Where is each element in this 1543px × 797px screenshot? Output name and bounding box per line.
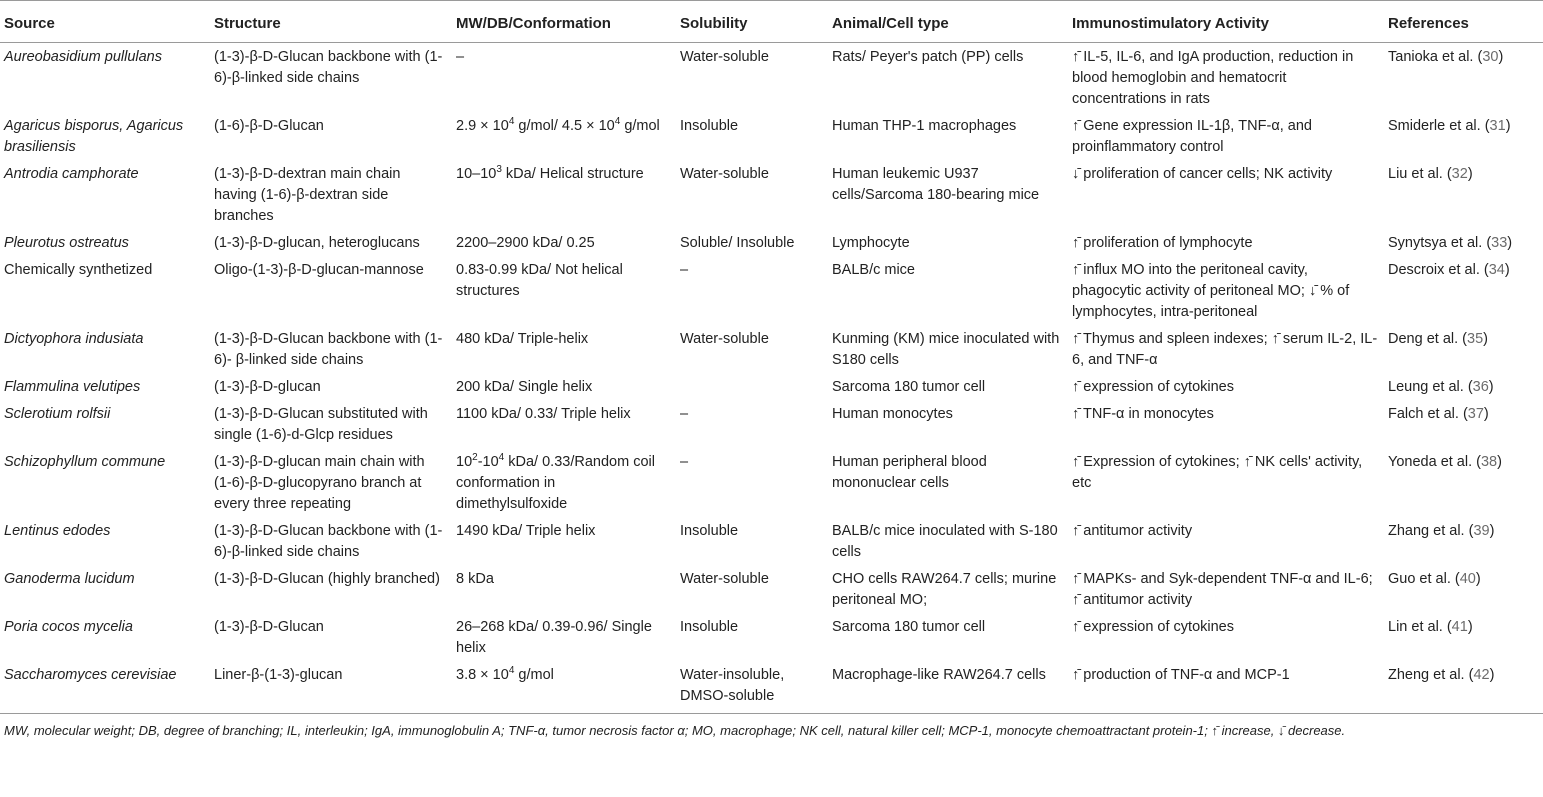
reference-text: Yoneda et al. ( xyxy=(1388,454,1481,470)
reference-link[interactable]: 42 xyxy=(1473,667,1490,683)
table-row xyxy=(0,325,1543,373)
mw-cell xyxy=(452,160,676,229)
table-row xyxy=(0,613,1543,661)
activity-cell: ↑̄ expression of cytokines xyxy=(1072,379,1234,395)
cell-type-cell: Kunming (KM) mice inoculated with S180 cells xyxy=(832,331,1060,368)
solubility-cell: Water-insoluble, DMSO-soluble xyxy=(676,661,828,714)
reference-link[interactable]: 39 xyxy=(1473,523,1490,539)
reference-text: Synytsya et al. ( xyxy=(1388,235,1492,251)
solubility-cell: – xyxy=(680,454,689,470)
activity-cell: ↑̄ expression of cytokines xyxy=(1072,619,1234,635)
source-cell: Pleurotus ostreatus xyxy=(4,235,129,251)
structure-cell: (1-3)-β-D-dextran main chain having (1-6)-β-dextran side branches xyxy=(214,166,401,224)
mw-text: – xyxy=(456,49,465,65)
reference-text: ) xyxy=(1467,166,1473,182)
structure-cell: (1-3)-β-D-Glucan backbone with (1-6)-β-linked side chains xyxy=(214,523,443,560)
solubility-cell: Insoluble xyxy=(680,523,739,539)
reference-text: Zhang et al. ( xyxy=(1388,523,1474,539)
mw-text: 1100 kDa/ 0.33/ Triple helix xyxy=(456,406,631,422)
reference-link[interactable]: 30 xyxy=(1482,49,1499,65)
reference-link[interactable]: 33 xyxy=(1491,235,1508,251)
structure-cell: (1-3)-β-D-Glucan substituted with single (1-6)-d-Glcp residues xyxy=(214,406,428,443)
mw-text: 0.83-0.99 kDa/ Not helical structures xyxy=(456,262,623,299)
reference-link[interactable]: 38 xyxy=(1480,454,1498,470)
mw-cell xyxy=(452,565,676,613)
solubility-cell: – xyxy=(680,406,689,422)
source-cell: Aureobasidium pullulans xyxy=(4,49,162,65)
table-row xyxy=(0,517,1543,565)
reference-cell xyxy=(1384,373,1543,400)
table-row xyxy=(0,565,1543,613)
mw-text: 200 kDa/ Single helix xyxy=(456,379,593,395)
table-row xyxy=(0,448,1543,517)
mw-exponent: 2 xyxy=(472,452,478,464)
reference-text: Smiderle et al. ( xyxy=(1388,118,1490,134)
reference-cell xyxy=(1384,613,1543,661)
reference-text: Guo et al. ( xyxy=(1388,571,1460,587)
solubility-cell: Water-soluble xyxy=(680,571,769,587)
mw-cell xyxy=(452,43,676,113)
reference-text: ) xyxy=(1483,331,1488,347)
mw-exponent: 3 xyxy=(496,164,502,176)
solubility-cell: Water-soluble xyxy=(680,166,769,182)
cell-type-cell: Human monocytes xyxy=(832,406,953,422)
mw-text: 8 kDa xyxy=(456,571,494,587)
cell-type-cell: Lymphocyte xyxy=(832,235,910,251)
mw-text: 2200–2900 kDa/ 0.25 xyxy=(456,235,595,251)
reference-cell xyxy=(1384,661,1543,714)
reference-cell xyxy=(1384,565,1543,613)
activity-cell: ↑̄ MAPKs- and Syk-dependent TNF-α and IL-6; ↑̄ antitumor activity xyxy=(1072,571,1373,608)
source-cell: Lentinus edodes xyxy=(4,523,111,539)
cell-type-cell: CHO cells RAW264.7 cells; murine peritoneal MO; xyxy=(832,571,1057,608)
cell-type-cell: Human THP-1 macrophages xyxy=(832,118,1017,134)
reference-text: ) xyxy=(1497,454,1502,470)
reference-text: Tanioka et al. ( xyxy=(1388,49,1483,65)
source-cell: Saccharomyces cerevisiae xyxy=(0,661,210,714)
header-row xyxy=(0,1,1543,43)
reference-text: Zheng et al. ( xyxy=(1388,667,1474,683)
cell-type-cell: BALB/c mice xyxy=(832,262,915,278)
cell-type-cell: Human peripheral blood mononuclear cells xyxy=(832,454,987,491)
reference-text: ) xyxy=(1483,406,1489,422)
header-activity: Immunostimulatory Activity xyxy=(1068,1,1384,43)
table-row xyxy=(0,229,1543,256)
reference-link[interactable]: 36 xyxy=(1472,379,1489,395)
activity-cell: ↑̄ proliferation of lymphocyte xyxy=(1072,235,1253,251)
mw-cell xyxy=(452,373,676,400)
mw-text-cont: -10 xyxy=(477,454,499,470)
table-row xyxy=(0,43,1543,113)
reference-link[interactable]: 32 xyxy=(1451,166,1468,182)
table-row xyxy=(0,160,1543,229)
mw-exponent: 4 xyxy=(498,452,505,464)
mw-text-cont: kDa/ Helical structure xyxy=(501,166,644,182)
mw-text: 480 kDa/ Triple-helix xyxy=(456,331,589,347)
header-structure: Structure xyxy=(210,1,452,43)
mw-exponent: 4 xyxy=(508,116,515,128)
table-row xyxy=(0,112,1543,160)
solubility-cell: Insoluble xyxy=(680,619,739,635)
reference-text: ) xyxy=(1489,667,1495,683)
mw-exponent: 4 xyxy=(614,116,621,128)
reference-link[interactable]: 34 xyxy=(1488,262,1505,278)
activity-cell: ↑̄ Gene expression IL-1β, TNF-α, and proinflammatory control xyxy=(1072,118,1312,155)
header-solubility: Solubility xyxy=(676,1,828,43)
reference-cell xyxy=(1384,517,1543,565)
mw-text: 10 xyxy=(456,454,473,470)
source-cell: Ganoderma lucidum xyxy=(4,571,135,587)
source-cell: Poria cocos mycelia xyxy=(4,619,133,635)
source-cell: Agaricus bisporus, Agaricus brasiliensis xyxy=(4,118,184,155)
reference-text: Descroix et al. ( xyxy=(1388,262,1489,278)
mw-cell xyxy=(452,613,676,661)
solubility-cell: – xyxy=(680,262,689,278)
solubility-cell xyxy=(676,373,828,400)
reference-cell xyxy=(1384,448,1543,517)
reference-link[interactable]: 41 xyxy=(1451,619,1468,635)
structure-cell: (1-3)-β-D-glucan, heteroglucans xyxy=(214,235,420,251)
mw-text: 10–10 xyxy=(456,166,497,182)
mw-text-cont: g/mol xyxy=(514,667,554,683)
solubility-cell: Soluble/ Insoluble xyxy=(680,235,795,251)
mw-cell xyxy=(452,325,676,373)
table-row xyxy=(0,400,1543,448)
source-cell: Sclerotium rolfsii xyxy=(4,406,111,422)
cell-type-cell: Human leukemic U937 cells/Sarcoma 180-bearing mice xyxy=(832,166,1040,203)
mw-text-cont: g/mol/ 4.5 × 10 xyxy=(514,118,615,134)
structure-cell: (1-3)-β-D-Glucan backbone with (1-6)- β-linked side chains xyxy=(214,331,443,368)
structure-cell: (1-3)-β-D-Glucan backbone with (1-6)-β-linked side chains xyxy=(214,49,443,86)
reference-text: Lin et al. ( xyxy=(1388,619,1452,635)
table-body xyxy=(0,43,1543,714)
reference-text: ) xyxy=(1498,49,1504,65)
reference-cell xyxy=(1384,43,1543,113)
reference-cell xyxy=(1384,112,1543,160)
source-cell: Dictyophora indusiata xyxy=(4,331,144,347)
mw-text-cont: g/mol xyxy=(620,118,660,134)
structure-cell: (1-3)-β-D-glucan main chain with (1-6)-β-D-glucopyrano branch at every three repeating xyxy=(214,454,425,512)
solubility-cell: Water-soluble xyxy=(680,49,769,65)
reference-text: Leung et al. ( xyxy=(1388,379,1473,395)
header-references: References xyxy=(1384,1,1543,43)
reference-cell xyxy=(1384,256,1543,325)
reference-text: Deng et al. ( xyxy=(1388,331,1467,347)
structure-cell: Oligo-(1-3)-β-D-glucan-mannose xyxy=(214,262,424,278)
reference-text: ) xyxy=(1505,118,1511,134)
structure-cell: (1-3)-β-D-Glucan (highly branched) xyxy=(214,571,440,587)
reference-text: Liu et al. ( xyxy=(1388,166,1452,182)
reference-link[interactable]: 31 xyxy=(1489,118,1506,134)
reference-cell xyxy=(1384,325,1543,373)
reference-cell xyxy=(1384,400,1543,448)
reference-text: Falch et al. ( xyxy=(1388,406,1468,422)
header-cell-type: Animal/Cell type xyxy=(828,1,1068,43)
structure-cell: (1-3)-β-D-glucan xyxy=(214,379,321,395)
activity-cell: ↑̄ Expression of cytokines; ↑̄ NK cells' activity, etc xyxy=(1072,454,1363,491)
header-source: Source xyxy=(0,1,210,43)
structure-cell: (1-6)-β-D-Glucan xyxy=(214,118,324,134)
reference-text: ) xyxy=(1488,379,1494,395)
table-row xyxy=(0,661,1543,714)
mw-text: 26–268 kDa/ 0.39-0.96/ Single helix xyxy=(456,619,652,656)
table-row xyxy=(0,256,1543,325)
source-cell: Chemically synthetized xyxy=(4,262,153,278)
solubility-cell: Water-soluble xyxy=(680,331,769,347)
mw-cell xyxy=(452,517,676,565)
reference-text: ) xyxy=(1507,235,1513,251)
cell-type-cell: Macrophage-like RAW264.7 cells xyxy=(828,661,1068,714)
activity-cell: ↑̄ Thymus and spleen indexes; ↑̄ serum IL-2, IL-6, and TNF-α xyxy=(1072,331,1378,368)
cell-type-cell: BALB/c mice inoculated with S-180 cells xyxy=(832,523,1058,560)
reference-link[interactable]: 35 xyxy=(1467,331,1484,347)
reference-link[interactable]: 40 xyxy=(1459,571,1476,587)
header-mw: MW/DB/Conformation xyxy=(452,1,676,43)
reference-text: ) xyxy=(1489,523,1495,539)
activity-cell: ↑̄ IL-5, IL-6, and IgA production, reduction in blood hemoglobin and hematocrit concentrations in rats xyxy=(1072,49,1354,107)
cell-type-cell: Rats/ Peyer's patch (PP) cells xyxy=(832,49,1024,65)
table-footnote: MW, molecular weight; DB, degree of branching; IL, interleukin; IgA, immunoglobulin A; TNF-α, tumor necrosis factor α; MO, macrophage; NK cell, natural killer cell; MCP-1, monocyte chemoattractant protein-1; ↑̄ increase, ↓̄ decrease. xyxy=(4,723,1346,738)
activity-cell: ↑̄ production of TNF-α and MCP-1 xyxy=(1068,661,1384,714)
structure-cell: (1-3)-β-D-Glucan xyxy=(214,619,324,635)
mw-text-cont: kDa/ 0.33/Random coil conformation in dimethylsulfoxide xyxy=(456,454,655,512)
reference-link[interactable]: 37 xyxy=(1467,406,1484,422)
mw-text: 1490 kDa/ Triple helix xyxy=(456,523,596,539)
reference-text: ) xyxy=(1504,262,1510,278)
cell-type-cell: Sarcoma 180 tumor cell xyxy=(832,619,986,635)
mw-cell xyxy=(452,112,676,160)
activity-cell: ↑̄ TNF-α in monocytes xyxy=(1072,406,1214,422)
structure-cell: Liner-β-(1-3)-glucan xyxy=(210,661,452,714)
reference-text: ) xyxy=(1467,619,1473,635)
activity-cell: ↑̄ antitumor activity xyxy=(1072,523,1193,539)
source-cell: Antrodia camphorate xyxy=(4,166,139,182)
mw-exponent: 4 xyxy=(508,665,515,677)
reference-text: ) xyxy=(1475,571,1481,587)
solubility-cell: Insoluble xyxy=(680,118,739,134)
source-cell: Flammulina velutipes xyxy=(4,379,141,395)
mw-cell xyxy=(452,400,676,448)
reference-cell xyxy=(1384,229,1543,256)
mw-cell xyxy=(452,448,676,517)
mw-cell xyxy=(452,229,676,256)
reference-cell xyxy=(1384,160,1543,229)
activity-cell: ↑̄ influx MO into the peritoneal cavity, phagocytic activity of peritoneal MO; ↓̄ % of lymphocytes, intra-peritoneal xyxy=(1072,262,1350,320)
mw-text: 2.9 × 10 xyxy=(456,118,509,134)
activity-cell: ↓̄ proliferation of cancer cells; NK activity xyxy=(1072,166,1333,182)
table-row xyxy=(0,373,1543,400)
source-cell: Schizophyllum commune xyxy=(4,454,166,470)
mw-text: 3.8 × 10 xyxy=(456,667,509,683)
mw-cell xyxy=(452,256,676,325)
mw-cell xyxy=(452,661,676,714)
cell-type-cell: Sarcoma 180 tumor cell xyxy=(832,379,986,395)
